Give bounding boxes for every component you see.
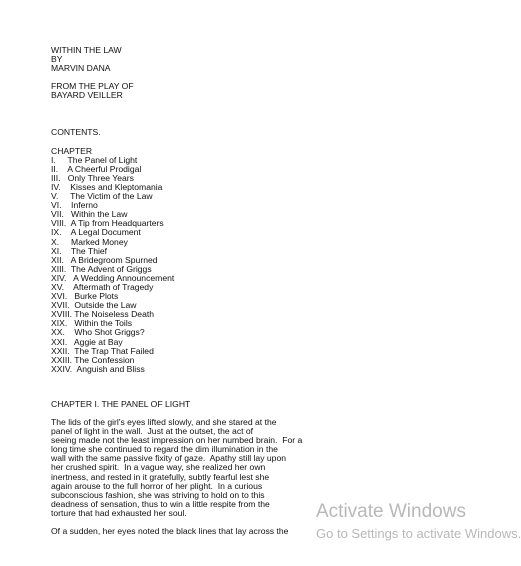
paragraph-line: seeing made not the least impression on her numbed brain. For a [51, 435, 303, 446]
watermark-subtitle: Go to Settings to activate Windows. [316, 526, 521, 541]
byline-label: BY [51, 54, 63, 65]
playwright-name: BAYARD VEILLER [51, 90, 123, 101]
paragraph [51, 418, 311, 518]
paragraph-line: her crushed spirit. In a vague way, she realized her own [51, 462, 266, 473]
toc-item: III. Only Three Years [51, 172, 134, 183]
paragraph [51, 527, 311, 536]
toc-item: XIV. A Wedding Announcement [51, 272, 175, 283]
toc-item: VIII. A Tip from Headquarters [51, 218, 164, 229]
contents-heading: CONTENTS. [51, 127, 101, 138]
watermark-title: Activate Windows [316, 501, 466, 522]
paragraph-line: subconscious fashion, she was striving to hold on to this [51, 489, 265, 500]
paragraph-line: deadness of sensation, thus to win a little respite from the [51, 498, 270, 509]
paragraph-line: inertness, and rested in it gratefully, subtly fearful lest she [51, 471, 270, 482]
paragraph-line: Of a sudden, her eyes noted the black lines that lay across the [51, 526, 289, 537]
toc-item: XI. The Thief [51, 245, 108, 256]
toc-item: XIII. The Advent of Griggs [51, 263, 152, 274]
author-name: MARVIN DANA [51, 63, 111, 74]
title-block [51, 46, 311, 73]
toc-item: V. The Victim of the Law [51, 191, 153, 202]
toc-item: XXIV. Anguish and Bliss [51, 363, 145, 374]
toc-item: X. Marked Money [51, 236, 128, 247]
toc-item: XXI. Aggie at Bay [51, 336, 123, 347]
toc-list [51, 156, 311, 374]
toc-item: IX. A Legal Document [51, 227, 141, 238]
chapter-heading: CHAPTER I. THE PANEL OF LIGHT [51, 398, 191, 409]
toc-item: XV. Aftermath of Tragedy [51, 281, 154, 292]
activation-watermark [316, 500, 521, 544]
toc-item: XIX. Within the Toils [51, 318, 133, 329]
toc-item: IV. Kisses and Kleptomania [51, 181, 163, 192]
chapter-label: CHAPTER [51, 145, 93, 156]
document-page [51, 46, 311, 536]
table-of-contents [51, 147, 311, 374]
paragraph-line: panel of light in the wall. Just at the outset, the act of [51, 426, 254, 437]
paragraph-line: long time she continued to regard the dim illumination in the [51, 444, 278, 455]
toc-item: XVI. Burke Plots [51, 291, 119, 302]
toc-item: XVIII. The Noiseless Death [51, 309, 155, 320]
toc-item: VII. Within the Law [51, 209, 128, 220]
toc-item: VI. Inferno [51, 200, 98, 211]
source-line: FROM THE PLAY OF [51, 81, 134, 92]
paragraph-line: torture that had exhausted her soul. [51, 507, 187, 518]
toc-item: II. A Cheerful Prodigal [51, 163, 142, 174]
toc-item: XVII. Outside the Law [51, 300, 137, 311]
toc-item: XXIII. The Confession [51, 354, 135, 365]
title-line: WITHIN THE LAW [51, 45, 122, 55]
toc-item: XII. A Bridegroom Spurned [51, 254, 158, 265]
source-block [51, 82, 311, 100]
toc-item: XXII. The Trap That Failed [51, 345, 154, 356]
toc-item: I. The Panel of Light [51, 154, 138, 165]
paragraph-line: wall with the same passive fixity of gaze. Apathy still lay upon [51, 453, 287, 464]
paragraph-line: again arouse to the full horror of her plight. In a curious [51, 480, 263, 491]
toc-item: XX. Who Shot Griggs? [51, 327, 145, 338]
paragraph-line: The lids of the girl's eyes lifted slowly, and she stared at the [51, 417, 277, 427]
